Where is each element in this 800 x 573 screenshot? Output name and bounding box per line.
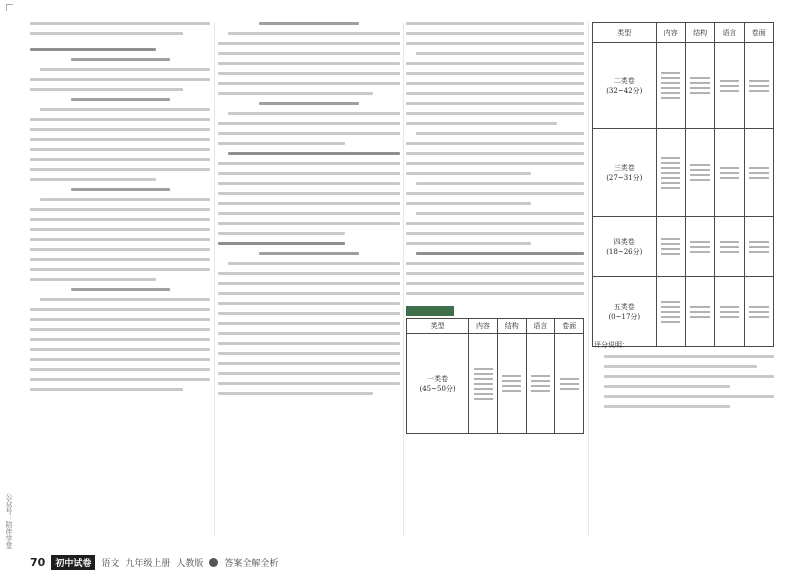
header-structure: 结构 — [497, 319, 526, 334]
table-row — [593, 43, 774, 129]
table-row — [593, 129, 774, 217]
section-badge — [406, 306, 454, 316]
header-language: 语言 — [715, 23, 744, 43]
header-content: 内容 — [469, 319, 498, 334]
header-language: 语言 — [526, 319, 555, 334]
table-row — [593, 217, 774, 277]
header-neatness: 卷面 — [555, 319, 584, 334]
grade-score: (27~31分) — [606, 173, 643, 182]
row-grade-label — [407, 334, 469, 434]
header-content: 内容 — [656, 23, 685, 43]
brand-label: 初中试卷 — [51, 555, 95, 570]
column-divider — [214, 22, 215, 537]
grade-score: (18~26分) — [606, 247, 643, 256]
header-neatness: 卷面 — [744, 23, 773, 43]
subject-label: 语文 — [101, 558, 120, 569]
edition-label: 人教版 — [176, 558, 204, 569]
grade-label: 三类卷 — [613, 163, 635, 172]
grade-score: (32~42分) — [606, 86, 643, 95]
grade-score: (45~50分) — [419, 384, 456, 393]
table-row — [593, 277, 774, 347]
column-divider — [403, 22, 404, 537]
header-type: 类型 — [593, 23, 657, 43]
column-divider — [588, 22, 589, 537]
scoring-table-small — [406, 318, 584, 434]
text-column-3 — [406, 22, 584, 302]
grade-label: 四类卷 — [613, 237, 635, 246]
crop-mark — [6, 4, 13, 11]
scoring-table-main — [592, 22, 774, 347]
notes-title: 评分说明： — [594, 341, 629, 349]
header-type: 类型 — [407, 319, 469, 334]
header-structure: 结构 — [685, 23, 714, 43]
page-number: 70 — [30, 555, 46, 569]
side-watermark: 公众号：陪伴学堂 — [5, 493, 13, 549]
text-column-1 — [30, 22, 210, 537]
grade-label: 五类卷 — [613, 302, 635, 311]
page-footer — [0, 551, 800, 573]
scoring-notes — [594, 340, 774, 415]
circle-bullet-icon — [209, 558, 218, 567]
grade-label: 九年级上册 — [125, 558, 171, 569]
text-column-2 — [218, 22, 400, 537]
grade-label: 一类卷 — [427, 374, 449, 383]
grade-score: (0~17分) — [608, 312, 641, 321]
grade-label: 二类卷 — [613, 76, 635, 85]
answer-label: 答案全解全析 — [224, 558, 279, 569]
